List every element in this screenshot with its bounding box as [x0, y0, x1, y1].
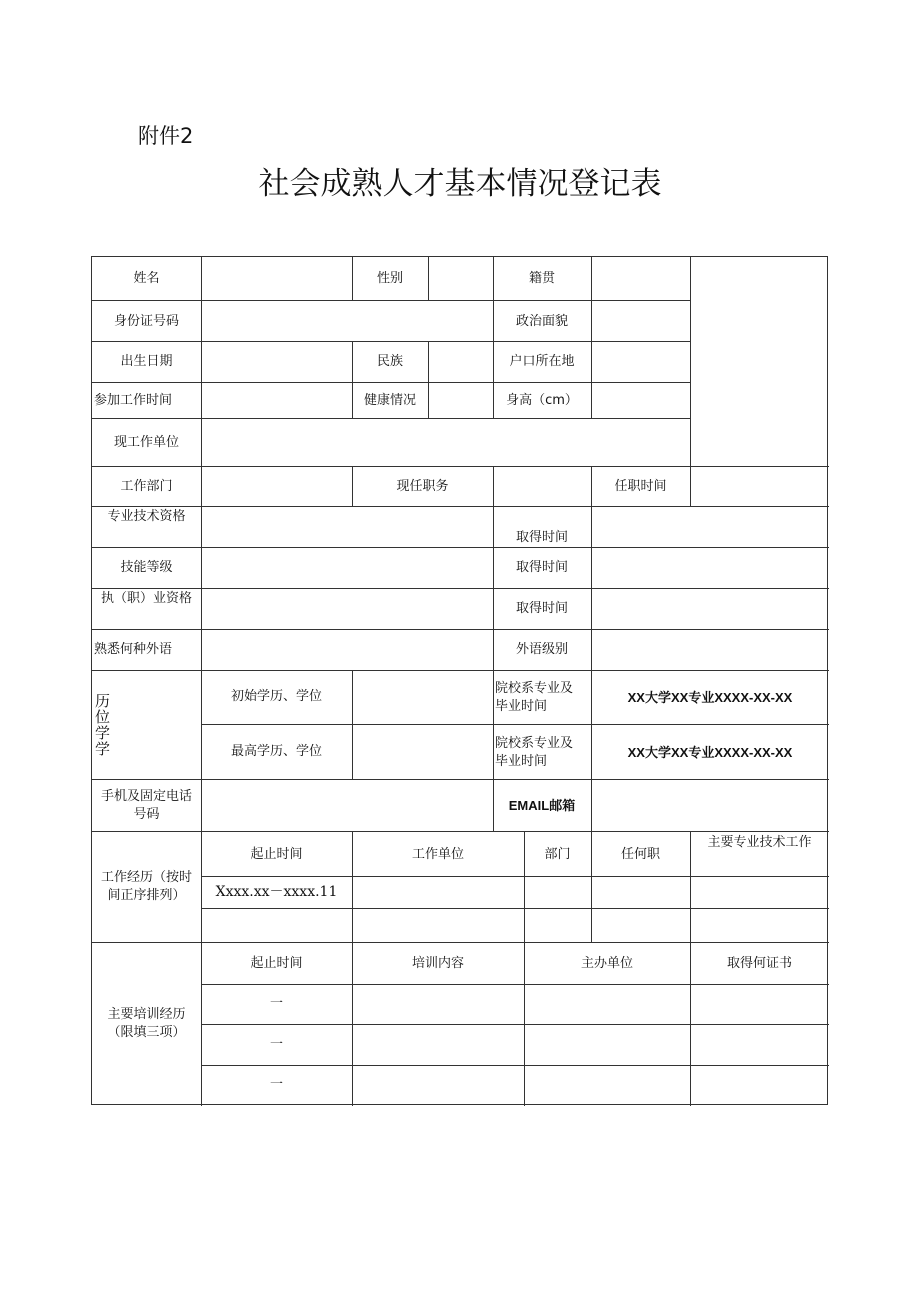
attachment-label: 附件2	[138, 124, 194, 148]
row-divider	[92, 506, 829, 507]
school-value: XX大学XX专业XXXX-XX-XX	[627, 690, 793, 705]
work-history-header: 主要专业技术工作	[707, 835, 812, 850]
row-divider	[92, 629, 829, 630]
department-label: 工作部门	[120, 479, 173, 494]
position-time-label: 任职时间	[614, 479, 667, 494]
ethnicity-label: 民族	[376, 354, 403, 369]
training-header: 培训内容	[411, 956, 464, 971]
work-history-header: 部门	[544, 847, 571, 862]
initial-degree-label: 初始学历、学位	[230, 689, 322, 704]
obtain-time-label: 取得时间	[515, 560, 568, 575]
row-divider	[92, 382, 691, 383]
row-divider	[201, 1065, 829, 1066]
row-divider	[92, 547, 829, 548]
training-row-marker: 一	[269, 1037, 283, 1052]
foreign-language-label: 熟悉何种外语	[94, 642, 173, 657]
school-major-label: 院校系专业及	[495, 681, 574, 696]
health-label: 健康情况	[363, 393, 416, 408]
training-label: 主要培训经历	[107, 1007, 186, 1022]
training-row-marker: 一	[269, 996, 283, 1011]
education-label: 位	[95, 708, 111, 726]
training-label: （限填三项）	[107, 1025, 186, 1040]
work-history-label: 工作经历（按时	[100, 870, 192, 885]
training-header: 主办单位	[580, 956, 633, 971]
education-label: 历	[95, 692, 111, 710]
col-divider	[428, 341, 429, 418]
row-divider	[201, 908, 829, 909]
obtain-time-label: 取得时间	[515, 530, 568, 545]
highest-degree-label: 最高学历、学位	[230, 744, 322, 759]
political-status-label: 政治面貌	[515, 314, 568, 329]
training-header: 起止时间	[250, 956, 303, 971]
email-label: EMAIL邮箱	[508, 798, 576, 813]
birth-date-label: 出生日期	[120, 354, 173, 369]
work-history-header: 工作单位	[411, 847, 464, 862]
tech-qualification-label: 专业技术资格	[107, 509, 186, 524]
row-divider	[201, 1024, 829, 1025]
current-employer-label: 现工作单位	[113, 435, 179, 450]
registration-form-table	[91, 256, 828, 1105]
obtain-time-label: 取得时间	[515, 601, 568, 616]
phone-label: 手机及固定电话	[100, 789, 192, 804]
household-label: 户口所在地	[509, 354, 575, 369]
row-divider	[92, 588, 829, 589]
col-divider	[690, 257, 691, 466]
row-divider	[201, 876, 829, 877]
row-divider	[92, 831, 829, 832]
page-title: 社会成熟人才基本情况登记表	[258, 166, 662, 202]
id-number-label: 身份证号码	[113, 314, 179, 329]
col-divider	[352, 670, 353, 779]
row-divider	[201, 984, 829, 985]
col-divider	[591, 257, 592, 418]
education-label: 学	[95, 724, 111, 742]
row-divider	[92, 942, 829, 943]
work-start-label: 参加工作时间	[94, 393, 173, 408]
phone-label: 号码	[133, 807, 160, 822]
training-row-marker: 一	[269, 1077, 283, 1092]
gender-label: 性别	[376, 271, 403, 286]
school-value: XX大学XX专业XXXX-XX-XX	[627, 745, 793, 760]
work-history-label: 间正序排列）	[107, 888, 186, 903]
col-divider	[690, 466, 691, 506]
col-divider	[201, 257, 202, 1106]
skill-level-label: 技能等级	[120, 560, 173, 575]
row-divider	[92, 341, 691, 342]
work-history-header: 任何职	[620, 847, 660, 862]
height-label: 身高（cm）	[506, 393, 578, 408]
graduation-time-label: 毕业时间	[495, 699, 548, 714]
current-position-label: 现任职务	[396, 479, 449, 494]
school-major-label: 院校系专业及	[495, 736, 574, 751]
col-divider	[591, 466, 592, 831]
row-divider	[92, 779, 829, 780]
row-divider	[92, 466, 829, 467]
language-level-label: 外语级别	[515, 642, 568, 657]
practice-qualification-label: 执（职）业资格	[100, 591, 192, 606]
training-header: 取得何证书	[726, 956, 792, 971]
work-history-header: 起止时间	[250, 847, 303, 862]
education-label: 学	[95, 740, 111, 758]
row-divider	[92, 418, 691, 419]
col-divider	[428, 257, 429, 300]
row-divider	[201, 724, 829, 725]
name-label: 姓名	[133, 271, 160, 286]
row-divider	[92, 670, 829, 671]
row-divider	[92, 300, 691, 301]
work-period-value: Xxxx.xx－xxxx.11	[215, 884, 338, 900]
native-place-label: 籍贯	[528, 271, 555, 286]
graduation-time-label: 毕业时间	[495, 754, 548, 769]
